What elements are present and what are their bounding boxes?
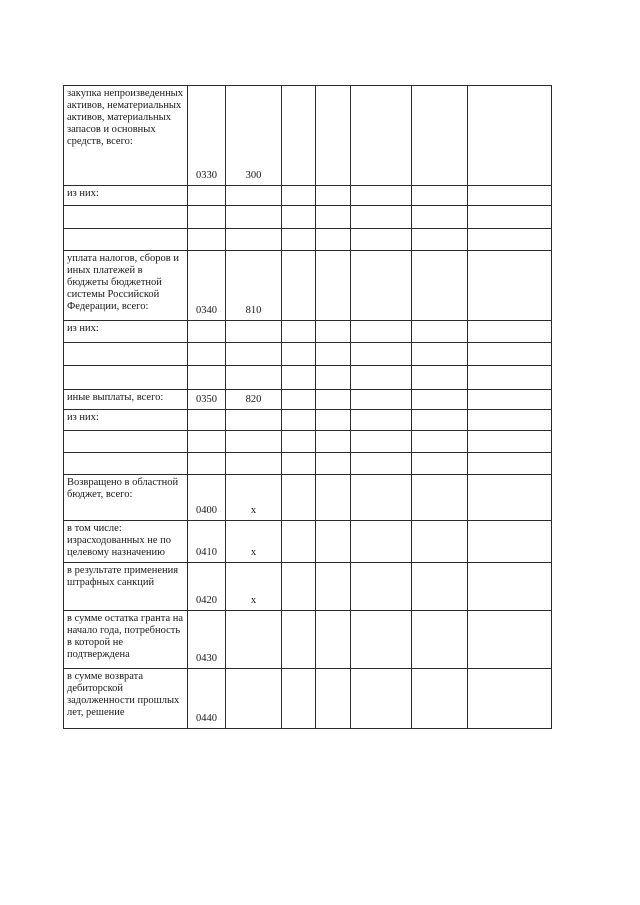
empty-cell (351, 321, 412, 343)
empty-cell (316, 206, 351, 229)
empty-cell (412, 366, 468, 390)
row-label: из них: (64, 186, 188, 206)
empty-cell (282, 229, 316, 251)
empty-cell (282, 611, 316, 669)
row-label: из них: (64, 410, 188, 431)
empty-cell (316, 321, 351, 343)
table-row (64, 669, 552, 729)
empty-cell (468, 431, 552, 453)
row-code (188, 431, 226, 453)
empty-cell (351, 229, 412, 251)
row-label (64, 343, 188, 366)
empty-cell (316, 390, 351, 410)
empty-cell (468, 475, 552, 521)
row-label (64, 453, 188, 475)
empty-cell (282, 521, 316, 563)
row-label (64, 229, 188, 251)
empty-cell (282, 431, 316, 453)
empty-cell (282, 390, 316, 410)
empty-cell (316, 431, 351, 453)
row-code: 0400 (188, 475, 226, 521)
empty-cell (468, 343, 552, 366)
empty-cell (412, 229, 468, 251)
row-label: уплата налогов, сборов и иных платежей в бюджеты бюджетной системы Российской Федерации, всего: (64, 251, 188, 321)
row-code: 0420 (188, 563, 226, 611)
empty-cell (412, 410, 468, 431)
empty-cell (468, 229, 552, 251)
table-row (64, 390, 552, 410)
row-code (188, 366, 226, 390)
empty-cell (412, 521, 468, 563)
empty-cell (316, 521, 351, 563)
row-value (226, 366, 282, 390)
empty-cell (282, 669, 316, 729)
empty-cell (412, 611, 468, 669)
row-value (226, 206, 282, 229)
empty-cell (468, 563, 552, 611)
row-label: закупка непроизведенных активов, нематериальных активов, материальных запасов и основных средств, всего: (64, 86, 188, 186)
empty-cell (316, 366, 351, 390)
empty-cell (351, 453, 412, 475)
empty-cell (282, 343, 316, 366)
table-row (64, 563, 552, 611)
row-code (188, 410, 226, 431)
row-code (188, 321, 226, 343)
empty-cell (468, 390, 552, 410)
empty-cell (351, 186, 412, 206)
empty-cell (282, 186, 316, 206)
row-value: 810 (226, 251, 282, 321)
empty-cell (282, 410, 316, 431)
empty-cell (282, 453, 316, 475)
empty-cell (412, 206, 468, 229)
table-row (64, 229, 552, 251)
table-row (64, 366, 552, 390)
empty-cell (468, 186, 552, 206)
table-row (64, 86, 552, 186)
empty-cell (316, 343, 351, 366)
row-label: в сумме остатка гранта на начало года, потребность в которой не подтверждена (64, 611, 188, 669)
row-value: x (226, 475, 282, 521)
row-value (226, 186, 282, 206)
row-code: 0350 (188, 390, 226, 410)
row-code (188, 343, 226, 366)
row-value: x (226, 563, 282, 611)
empty-cell (351, 475, 412, 521)
table-row (64, 453, 552, 475)
empty-cell (351, 206, 412, 229)
empty-cell (316, 251, 351, 321)
row-value (226, 229, 282, 251)
empty-cell (468, 321, 552, 343)
empty-cell (351, 521, 412, 563)
empty-cell (351, 611, 412, 669)
row-value: 300 (226, 86, 282, 186)
empty-cell (351, 343, 412, 366)
empty-cell (316, 229, 351, 251)
row-value (226, 321, 282, 343)
row-code: 0410 (188, 521, 226, 563)
row-code (188, 186, 226, 206)
empty-cell (316, 86, 351, 186)
empty-cell (412, 563, 468, 611)
empty-cell (351, 669, 412, 729)
empty-cell (412, 475, 468, 521)
row-value: 820 (226, 390, 282, 410)
empty-cell (316, 475, 351, 521)
table-row (64, 251, 552, 321)
table-row (64, 475, 552, 521)
empty-cell (351, 410, 412, 431)
row-label: в сумме возврата дебиторской задолженности прошлых лет, решение (64, 669, 188, 729)
row-label (64, 366, 188, 390)
row-value (226, 453, 282, 475)
empty-cell (282, 321, 316, 343)
empty-cell (282, 563, 316, 611)
empty-cell (316, 453, 351, 475)
empty-cell (282, 251, 316, 321)
table-row (64, 521, 552, 563)
empty-cell (316, 563, 351, 611)
row-code (188, 206, 226, 229)
row-label: в результате применения штрафных санкций (64, 563, 188, 611)
row-label (64, 431, 188, 453)
empty-cell (412, 431, 468, 453)
row-label: из них: (64, 321, 188, 343)
table-row (64, 186, 552, 206)
row-code: 0330 (188, 86, 226, 186)
empty-cell (412, 669, 468, 729)
empty-cell (282, 206, 316, 229)
empty-cell (351, 251, 412, 321)
row-code: 0340 (188, 251, 226, 321)
empty-cell (468, 611, 552, 669)
row-code: 0430 (188, 611, 226, 669)
empty-cell (412, 453, 468, 475)
empty-cell (282, 475, 316, 521)
empty-cell (468, 410, 552, 431)
empty-cell (468, 453, 552, 475)
row-label (64, 206, 188, 229)
row-value (226, 343, 282, 366)
empty-cell (468, 366, 552, 390)
table-row (64, 321, 552, 343)
empty-cell (412, 321, 468, 343)
empty-cell (468, 86, 552, 186)
row-value (226, 410, 282, 431)
empty-cell (412, 390, 468, 410)
empty-cell (412, 343, 468, 366)
row-value: x (226, 521, 282, 563)
empty-cell (468, 206, 552, 229)
table-row (64, 206, 552, 229)
table-row (64, 431, 552, 453)
empty-cell (351, 563, 412, 611)
empty-cell (316, 186, 351, 206)
empty-cell (282, 366, 316, 390)
row-label: Возвращено в областной бюджет, всего: (64, 475, 188, 521)
empty-cell (468, 669, 552, 729)
row-label: иные выплаты, всего: (64, 390, 188, 410)
empty-cell (316, 410, 351, 431)
table-row (64, 410, 552, 431)
empty-cell (468, 251, 552, 321)
row-value (226, 669, 282, 729)
empty-cell (316, 669, 351, 729)
row-code (188, 229, 226, 251)
report-table (63, 85, 552, 729)
table-row (64, 343, 552, 366)
row-value (226, 611, 282, 669)
empty-cell (282, 86, 316, 186)
empty-cell (468, 521, 552, 563)
empty-cell (351, 390, 412, 410)
empty-cell (351, 366, 412, 390)
empty-cell (351, 431, 412, 453)
row-code: 0440 (188, 669, 226, 729)
empty-cell (412, 186, 468, 206)
empty-cell (412, 251, 468, 321)
table-body (64, 86, 552, 729)
row-value (226, 431, 282, 453)
empty-cell (412, 86, 468, 186)
empty-cell (351, 86, 412, 186)
table-row (64, 611, 552, 669)
empty-cell (316, 611, 351, 669)
row-code (188, 453, 226, 475)
row-label: в том числе: израсходованных не по целевому назначению (64, 521, 188, 563)
